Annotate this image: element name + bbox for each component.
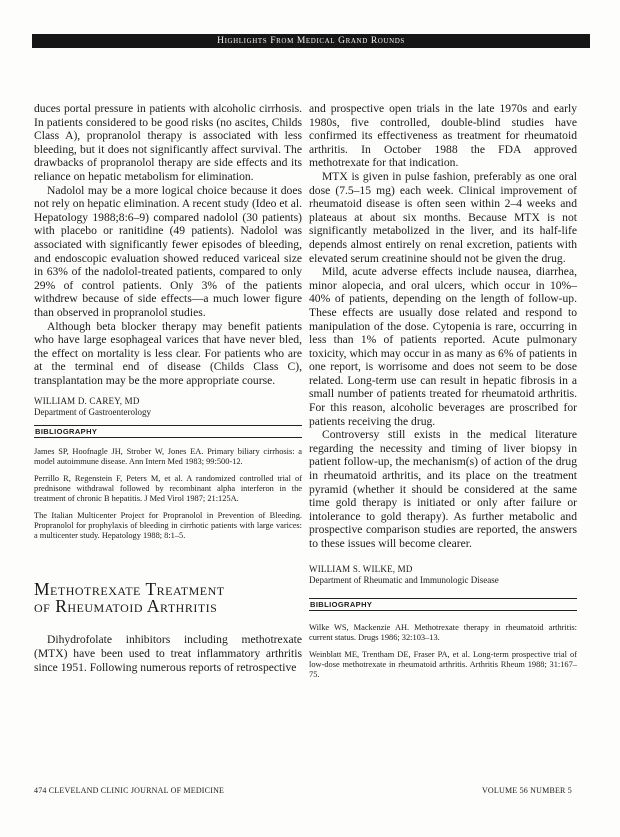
right-body-text bbox=[309, 102, 577, 551]
paragraph: Dihydrofolate inhibitors including methotrexate (MTX) have been used to treat inflammatory arthritis since 1951. Following numerous reports of retrospective bbox=[34, 633, 302, 674]
reference-item: Perrillo R, Regenstein F, Peters M, et al. A randomized controlled trial of prednisone withdrawal followed by recombinant alpha interferon in the treatment of chronic B hepatitis. J Med Virol 1987; 21:125A. bbox=[34, 474, 302, 504]
footer-volume: VOLUME 56 NUMBER 5 bbox=[481, 786, 572, 795]
paragraph: Controversy still exists in the medical literature regarding the necessity and timing of liver biopsy in patient follow-up, the mechanism(s) of action of the drug in rheumatoid arthritis, and its place on the treatment pyramid (whether it should be considered at the same time gold therapy is initiated or only after failure or intolerance to gold therapy). As further metabolic and prospective comparison studies are reported, the answers to these issues will become clearer. bbox=[309, 428, 577, 550]
paragraph: Mild, acute adverse effects include nausea, diarrhea, minor alopecia, and oral ulcers, which occur in 10%–40% of patients, depending on the length of follow-up. These effects are usually dose related and respond to manipulation of the dose. Cytopenia is rare, occurring in less than 1% of patients reported. Acute pulmonary toxicity, which may occur in as many as 6% of patients in one report, is worrisome and does not seem to be dose related. Long-term use can result in hepatic fibrosis in a small number of patients treated for rheumatoid arthritis. For this reason, alcoholic beverages are proscribed for patients receiving the drug. bbox=[309, 265, 577, 428]
author-signature bbox=[309, 564, 577, 586]
reference-item: Weinblatt ME, Trentham DE, Fraser PA, et al. Long-term prospective trial of low-dose methotrexate in rheumatoid arthritis. Arthritis Rheum 1988; 31:167–75. bbox=[309, 649, 577, 679]
bibliography-heading: BIBLIOGRAPHY bbox=[34, 425, 302, 438]
reference-item: Wilke WS, Mackenzie AH. Methotrexate therapy in rheumatoid arthritis: current status. Drugs 1986; 32:103–13. bbox=[309, 622, 577, 642]
right-column bbox=[309, 102, 577, 687]
author-department: Department of Gastroenterology bbox=[34, 407, 151, 418]
author-name: WILLIAM D. CAREY, MD bbox=[34, 396, 140, 407]
author-department: Department of Rheumatic and Immunologic Disease bbox=[309, 574, 499, 585]
reference-item: The Italian Multicenter Project for Propranolol in Prevention of Bleeding. Propranolol for prophylaxis of bleeding in cirrhotic patients with large varices: a multicenter study. Hepatology 1988; 8:1–5. bbox=[34, 511, 302, 541]
article-title-line: Methotrexate Treatment bbox=[34, 579, 225, 600]
author-signature bbox=[34, 396, 302, 418]
article-title bbox=[34, 581, 302, 615]
article-intro bbox=[34, 633, 302, 674]
article-title-line: of Rheumatoid Arthritis bbox=[34, 596, 218, 617]
paragraph: Nadolol may be a more logical choice because it does not rely on hepatic elimination. A recent study (Ideo et al. Hepatology 1988;8:6–9) compared nadolol (30 patients) with placebo or ranitidine (49 patients). Nadolol was associated with significantly fewer episodes of bleeding, and endoscopic evaluation showed reduced variceal size in 63% of the nadolol-treated patients, compared to only 29% of control patients. Only 3% of the patients withdrew because of side effects—a much lower figure than observed in propranolol studies. bbox=[34, 183, 302, 319]
bibliography-list bbox=[34, 447, 302, 541]
paragraph: Although beta blocker therapy may benefit patients who have large esophageal varices that have never bled, the effect on mortality is less clear. For patients who are at the terminal end of disease (Childs Class C), transplantation may be the more appropriate course. bbox=[34, 319, 302, 387]
footer-journal: 474 CLEVELAND CLINIC JOURNAL OF MEDICINE bbox=[34, 786, 225, 795]
paragraph: duces portal pressure in patients with alcoholic cirrhosis. In patients considered to be good risks (no ascites, Childs Class A), propranolol therapy is associated with less bleeding, but it does not significantly affect survival. The drawbacks of propranolol therapy are side effects and its reliance on hepatic metabolism for elimination. bbox=[34, 102, 302, 183]
paragraph: MTX is given in pulse fashion, preferably as one oral dose (7.5–15 mg) each week. Clinical improvement of rheumatoid disease is often seen within 2–4 weeks and plateaus at about six months. Because MTX is not significantly metabolized in the liver, and its half-life depends almost entirely on renal excretion, patients with elevated serum creatinine should not be given the drug. bbox=[309, 169, 577, 265]
paragraph: and prospective open trials in the late 1970s and early 1980s, five controlled, double-blind studies have confirmed its effectiveness as treatment for rheumatoid arthritis. In October 1988 the FDA approved methotrexate for that indication. bbox=[309, 102, 577, 170]
reference-item: James SP, Hoofnagle JH, Strober W, Jones EA. Primary biliary cirrhosis: a model autoimmune disease. Ann Intern Med 1983; 99:500-12. bbox=[34, 447, 302, 467]
running-header: Highlights From Medical Grand Rounds bbox=[32, 34, 590, 48]
author-name: WILLIAM S. WILKE, MD bbox=[309, 563, 413, 574]
left-body-text bbox=[34, 102, 302, 387]
bibliography-list bbox=[309, 623, 577, 680]
left-column bbox=[34, 102, 302, 674]
bibliography-heading: BIBLIOGRAPHY bbox=[309, 598, 577, 611]
